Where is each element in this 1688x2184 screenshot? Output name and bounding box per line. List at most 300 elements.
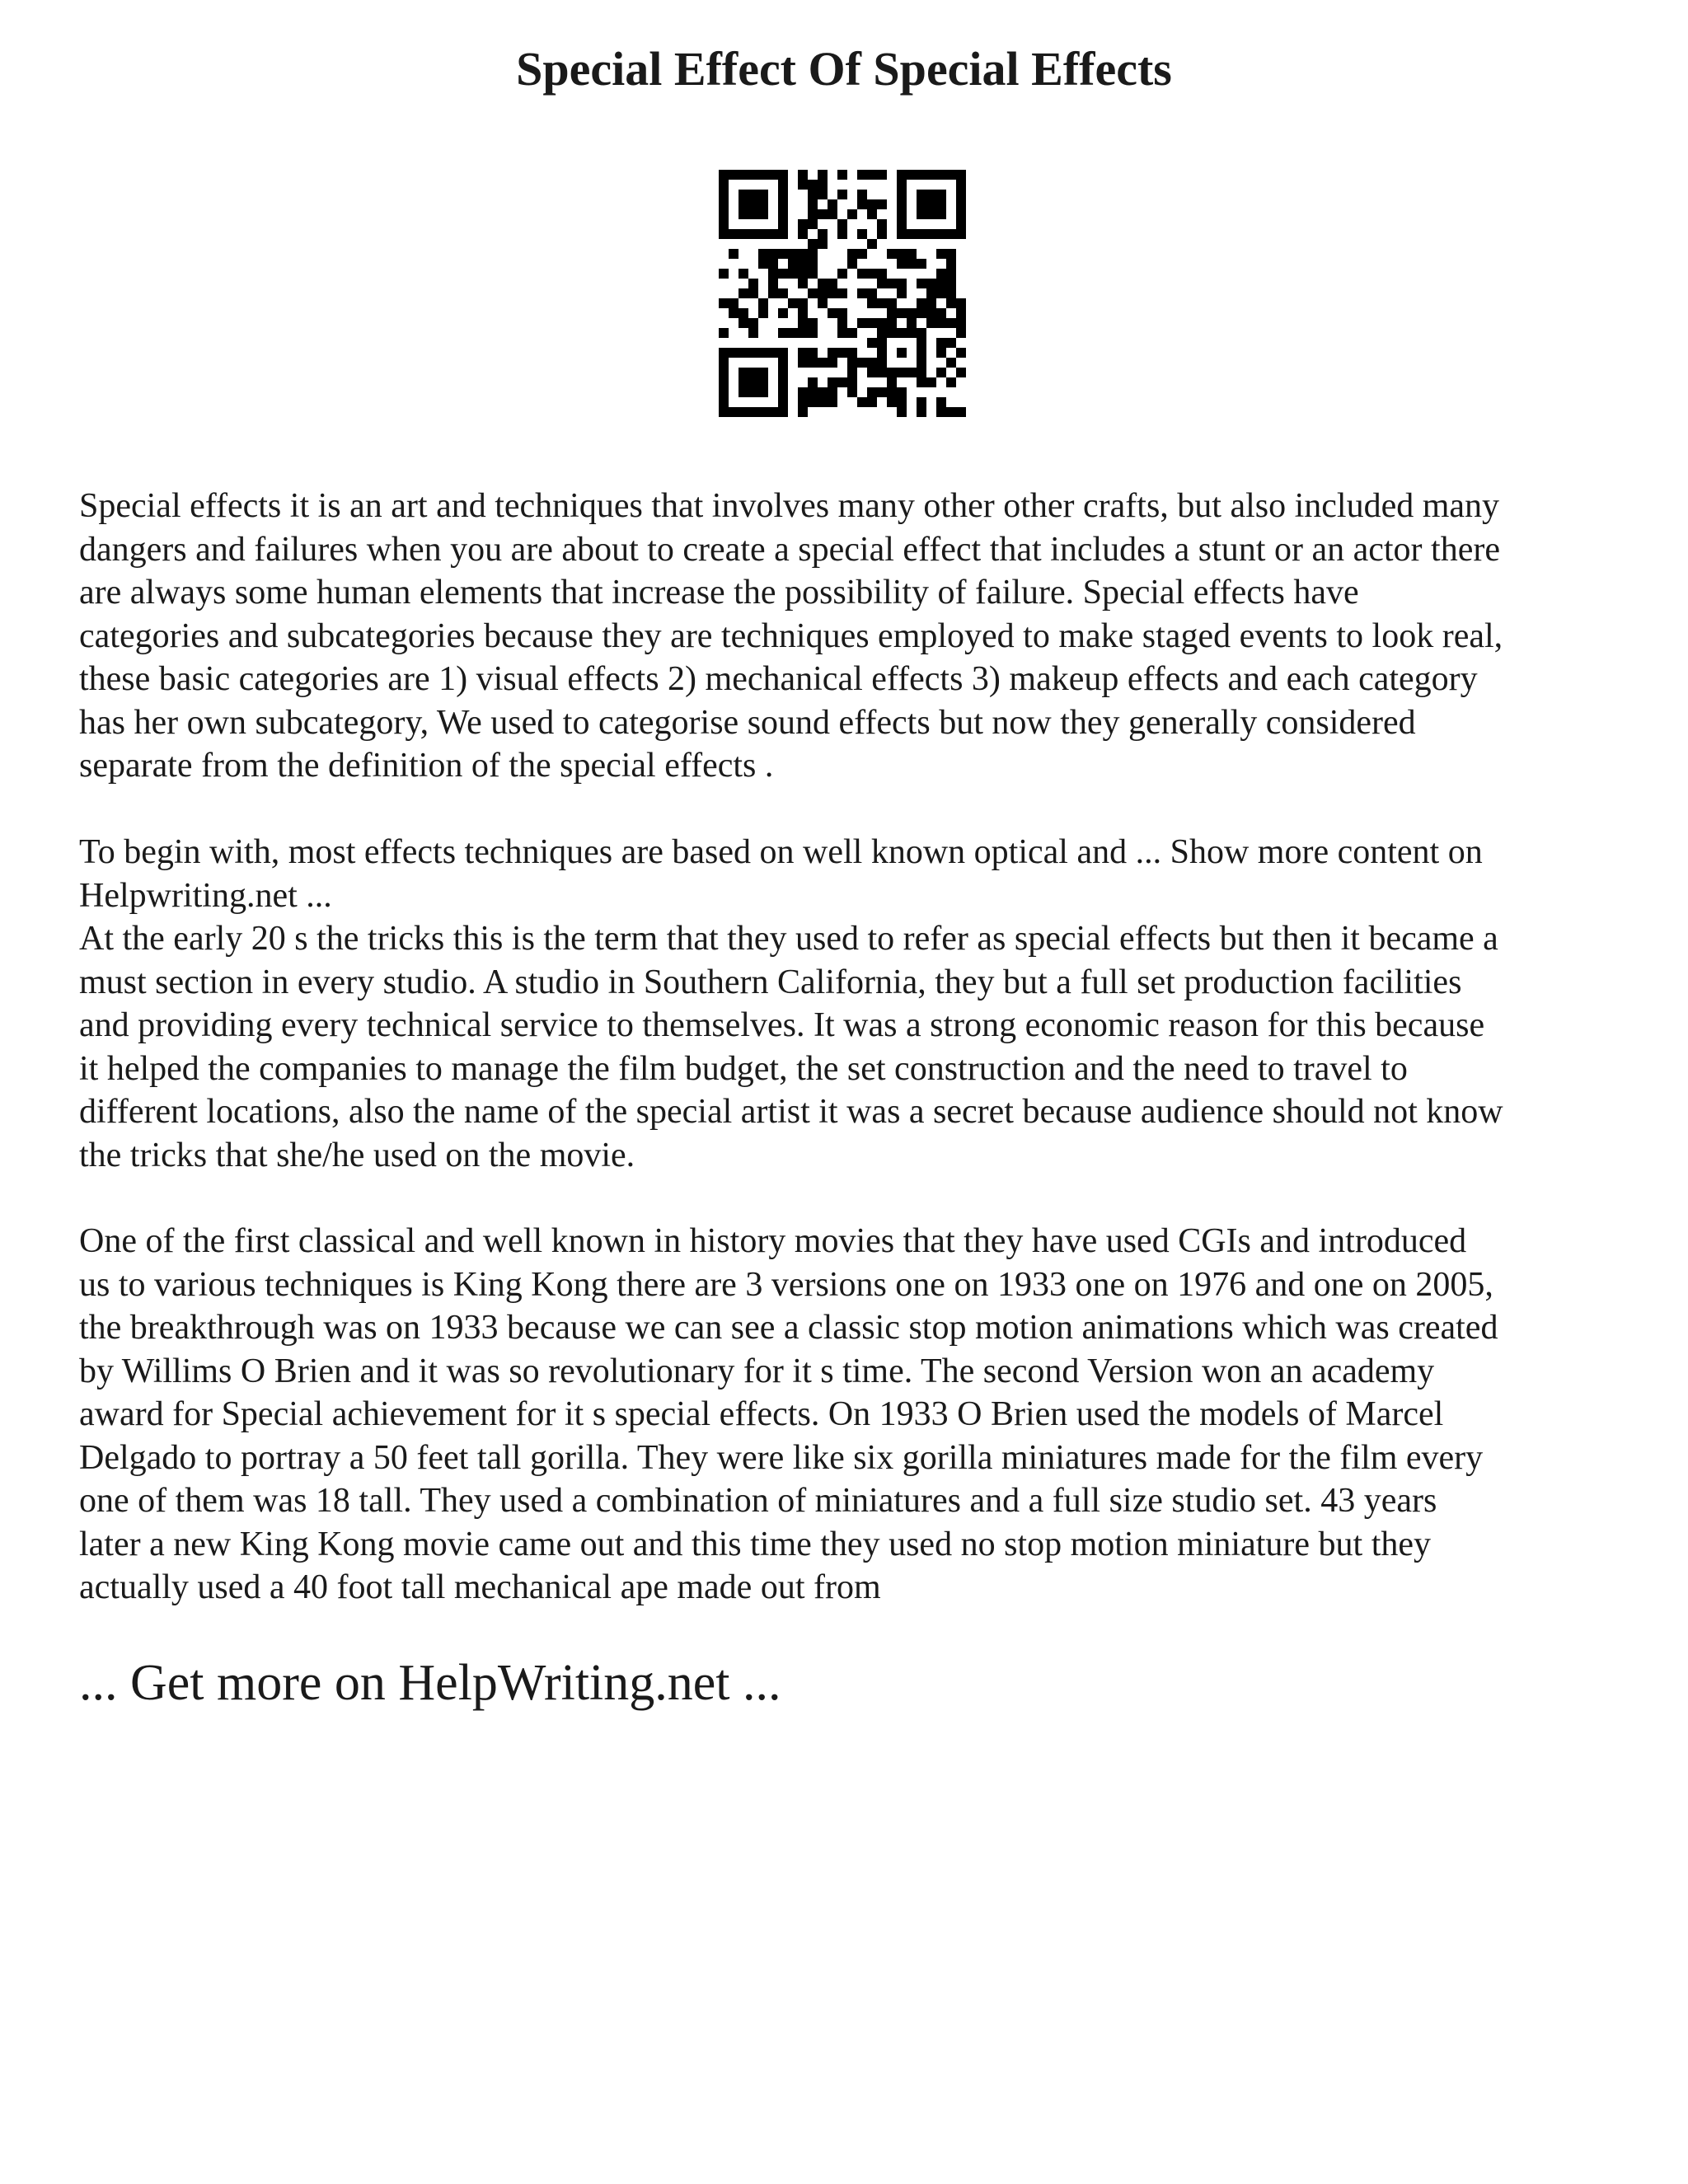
qr-module	[877, 387, 887, 397]
qr-module	[936, 288, 946, 298]
qr-module	[758, 377, 768, 387]
qr-module	[748, 407, 758, 417]
qr-module	[897, 229, 907, 239]
qr-module	[926, 308, 936, 318]
qr-module	[729, 308, 738, 318]
qr-module	[907, 328, 917, 338]
qr-module	[758, 229, 768, 239]
qr-module	[877, 348, 887, 358]
qr-module	[897, 288, 907, 298]
qr-module	[808, 318, 818, 328]
qr-module	[719, 368, 729, 377]
qr-module	[778, 199, 788, 209]
qr-module	[857, 229, 867, 239]
qr-module	[828, 377, 837, 387]
qr-module	[748, 348, 758, 358]
qr-module	[857, 397, 867, 407]
qr-module	[837, 190, 847, 199]
qr-module	[887, 377, 897, 387]
qr-module	[867, 368, 877, 377]
qr-module	[837, 219, 847, 229]
qr-module	[808, 219, 818, 229]
qr-module	[956, 219, 966, 229]
qr-module	[738, 288, 748, 298]
qr-module	[946, 249, 956, 259]
qr-module	[897, 199, 907, 209]
qr-module	[808, 180, 818, 190]
qr-module	[719, 170, 729, 180]
paragraph-history: To begin with, most effects techniques are based on well known optical and ... Show more content on Helpwriting.net ... At the early 20 s the tricks this is the term that they used to refer as special effects but then it became a must section in every studio. A studio in Southern California, they but a full set production facilities and providing every technical service to themselves. It was a strong economic reason for this because it helped the companies to manage the film budget, the set construction and the need to travel to different locations, also the name of the special artist it was a secret because audience should not know the tricks that she/he used on the movie.	[79, 833, 1503, 1174]
qr-module	[877, 199, 887, 209]
paragraph-intro: Special effects it is an art and techniques that involves many other other crafts, but also included many dangers and failures when you are about to create a special effect that includes a stunt or an actor there are always some human elements that increase the possibility of failure. Special effects have categories and subcategories because they are techniques employed to make staged events to look real, these basic categories are 1) visual effects 2) mechanical effects 3) makeup effects and each category has her own subcategory, We used to categorise sound effects but now they generally considered separate from the definition of the special effects .	[79, 487, 1503, 785]
qr-module	[738, 368, 748, 377]
qr-module	[788, 269, 798, 279]
qr-module	[897, 190, 907, 199]
qr-module	[738, 387, 748, 397]
qr-module	[719, 348, 729, 358]
qr-module	[837, 318, 847, 328]
qr-module	[917, 308, 926, 318]
qr-module	[847, 249, 857, 259]
qr-module	[897, 348, 907, 358]
qr-module	[897, 279, 907, 288]
qr-module	[828, 387, 837, 397]
qr-module	[719, 387, 729, 397]
qr-module	[798, 348, 808, 358]
qr-module	[719, 269, 729, 279]
qr-module	[808, 387, 818, 397]
qr-module	[778, 348, 788, 358]
qr-module	[719, 328, 729, 338]
qr-module	[897, 249, 907, 259]
qr-module	[778, 328, 788, 338]
qr-module	[926, 190, 936, 199]
qr-module	[956, 368, 966, 377]
qr-module	[926, 298, 936, 308]
qr-module	[946, 288, 956, 298]
qr-module	[758, 368, 768, 377]
qr-module	[877, 328, 887, 338]
qr-module	[748, 279, 758, 288]
qr-module	[877, 318, 887, 328]
qr-module	[867, 338, 877, 348]
qr-module	[818, 288, 828, 298]
qr-module	[758, 387, 768, 397]
qr-module	[748, 328, 758, 338]
qr-module	[857, 199, 867, 209]
qr-module	[897, 209, 907, 219]
qr-module	[917, 338, 926, 348]
qr-module	[778, 219, 788, 229]
qr-module	[926, 377, 936, 387]
qr-module	[877, 298, 887, 308]
qr-module	[857, 170, 867, 180]
qr-module	[778, 209, 788, 219]
qr-module	[867, 387, 877, 397]
qr-module	[837, 269, 847, 279]
qr-module	[956, 209, 966, 219]
qr-module	[808, 199, 818, 209]
qr-module	[808, 239, 818, 249]
qr-module	[956, 229, 966, 239]
qr-module	[808, 249, 818, 259]
qr-module	[946, 279, 956, 288]
qr-module	[917, 407, 926, 417]
qr-module	[857, 358, 867, 368]
qr-module	[917, 199, 926, 209]
qr-module	[818, 298, 828, 308]
qr-module	[926, 199, 936, 209]
qr-module	[887, 279, 897, 288]
qr-code-icon	[719, 170, 966, 417]
qr-module	[907, 308, 917, 318]
qr-module	[778, 229, 788, 239]
qr-module	[808, 209, 818, 219]
qr-module	[719, 407, 729, 417]
qr-module	[956, 199, 966, 209]
qr-module	[897, 407, 907, 417]
qr-module	[738, 407, 748, 417]
qr-module	[808, 190, 818, 199]
qr-module	[748, 377, 758, 387]
qr-module	[847, 328, 857, 338]
qr-module	[897, 219, 907, 229]
qr-module	[778, 190, 788, 199]
qr-module	[758, 298, 768, 308]
qr-module	[867, 199, 877, 209]
qr-module	[768, 229, 778, 239]
qr-module	[798, 358, 808, 368]
qr-module	[719, 199, 729, 209]
qr-module	[808, 397, 818, 407]
qr-module	[798, 229, 808, 239]
qr-module	[847, 387, 857, 397]
qr-module	[719, 397, 729, 407]
qr-module	[907, 249, 917, 259]
qr-module	[917, 209, 926, 219]
qr-module	[758, 407, 768, 417]
qr-module	[887, 318, 897, 328]
qr-module	[788, 298, 798, 308]
qr-module	[946, 229, 956, 239]
qr-module	[778, 387, 788, 397]
qr-module	[778, 358, 788, 368]
qr-module	[788, 259, 798, 269]
qr-module	[729, 249, 738, 259]
qr-module	[956, 298, 966, 308]
qr-module	[798, 318, 808, 328]
qr-module	[907, 368, 917, 377]
qr-module	[808, 288, 818, 298]
qr-module	[956, 190, 966, 199]
qr-module	[887, 397, 897, 407]
qr-module	[956, 180, 966, 190]
qr-module	[877, 229, 887, 239]
qr-module	[748, 288, 758, 298]
qr-module	[798, 249, 808, 259]
qr-module	[936, 318, 946, 328]
qr-module	[778, 180, 788, 190]
qr-module	[808, 348, 818, 358]
qr-module	[946, 269, 956, 279]
qr-module	[897, 170, 907, 180]
qr-module	[798, 407, 808, 417]
qr-module	[946, 377, 956, 387]
qr-module	[798, 397, 808, 407]
qr-module	[719, 219, 729, 229]
qr-module	[926, 279, 936, 288]
qr-module	[719, 209, 729, 219]
qr-module	[758, 348, 768, 358]
qr-module	[936, 338, 946, 348]
qr-module	[847, 209, 857, 219]
qr-module	[729, 170, 738, 180]
qr-module	[808, 328, 818, 338]
qr-module	[719, 358, 729, 368]
qr-module	[798, 308, 808, 318]
qr-module	[778, 288, 788, 298]
qr-module	[847, 259, 857, 269]
qr-module	[897, 308, 907, 318]
qr-module	[758, 199, 768, 209]
qr-module	[887, 328, 897, 338]
qr-module	[818, 229, 828, 239]
qr-module	[917, 377, 926, 387]
qr-module	[867, 239, 877, 249]
qr-module	[847, 377, 857, 387]
qr-module	[936, 348, 946, 358]
qr-module	[917, 397, 926, 407]
qr-module	[798, 180, 808, 190]
qr-module	[778, 308, 788, 318]
qr-module	[946, 338, 956, 348]
qr-module	[956, 328, 966, 338]
qr-module	[907, 229, 917, 239]
qr-module	[857, 249, 867, 259]
qr-module	[778, 407, 788, 417]
qr-module	[798, 279, 808, 288]
qr-module	[758, 170, 768, 180]
qr-module	[719, 180, 729, 190]
qr-module	[828, 288, 837, 298]
qr-module	[837, 328, 847, 338]
qr-module	[936, 397, 946, 407]
qr-module	[738, 229, 748, 239]
qr-module	[877, 269, 887, 279]
qr-module	[738, 348, 748, 358]
qr-module	[729, 229, 738, 239]
qr-module	[917, 348, 926, 358]
qr-module	[768, 249, 778, 259]
qr-module	[778, 170, 788, 180]
qr-module	[778, 269, 788, 279]
qr-module	[768, 348, 778, 358]
qr-module	[917, 259, 926, 269]
qr-module	[857, 318, 867, 328]
qr-module	[837, 229, 847, 239]
qr-module	[857, 190, 867, 199]
qr-module	[837, 170, 847, 180]
qr-module	[907, 170, 917, 180]
qr-module	[956, 407, 966, 417]
qr-module	[847, 368, 857, 377]
qr-module	[887, 249, 897, 259]
qr-module	[738, 170, 748, 180]
qr-module	[798, 298, 808, 308]
qr-module	[926, 209, 936, 219]
qr-module	[818, 397, 828, 407]
qr-module	[748, 199, 758, 209]
qr-module	[778, 377, 788, 387]
qr-module	[867, 209, 877, 219]
qr-module	[828, 348, 837, 358]
qr-module	[917, 279, 926, 288]
qr-module	[748, 190, 758, 199]
qr-module	[917, 170, 926, 180]
qr-module	[778, 397, 788, 407]
qr-module	[956, 348, 966, 358]
qr-module	[818, 170, 828, 180]
qr-module	[719, 298, 729, 308]
qr-module	[798, 170, 808, 180]
qr-module	[729, 298, 738, 308]
qr-module	[887, 387, 897, 397]
qr-module	[719, 229, 729, 239]
get-more-link[interactable]: ... Get more on HelpWriting.net ...	[79, 1655, 781, 1711]
paragraph-king-kong: One of the first classical and well known in history movies that they have used CGIs and introduced us to various techniques is King Kong there are 3 versions one on 1933 one on 1976 and one on 2005, the breakthrough was on 1933 because we can see a classic stop motion animations which was created by Willims O Brien and it was so revolutionary for it s time. The second Version won an academy award for Special achievement for it s special effects. On 1933 O Brien used the models of Marcel Delgado to portray a 50 feet tall gorilla. They were like six gorilla miniatures made for the film every one of them was 18 tall. They used a combination of miniatures and a full size studio set. 43 years later a new King Kong movie came out and this time they used no stop motion miniature but they actually used a 40 foot tall mechanical ape made out from	[79, 1222, 1498, 1606]
qr-module	[917, 328, 926, 338]
qr-module	[907, 318, 917, 328]
qr-module	[738, 209, 748, 219]
qr-module	[738, 308, 748, 318]
qr-module	[936, 368, 946, 377]
qr-module	[758, 209, 768, 219]
qr-module	[926, 229, 936, 239]
qr-module	[778, 249, 788, 259]
qr-module	[936, 249, 946, 259]
qr-module	[887, 298, 897, 308]
qr-module	[877, 279, 887, 288]
qr-module	[788, 249, 798, 259]
qr-module	[828, 209, 837, 219]
qr-module	[956, 308, 966, 318]
qr-module	[936, 279, 946, 288]
qr-module	[867, 318, 877, 328]
qr-module	[897, 397, 907, 407]
qr-module	[719, 377, 729, 387]
qr-module	[818, 209, 828, 219]
qr-module	[738, 190, 748, 199]
qr-module	[748, 387, 758, 397]
qr-module	[818, 279, 828, 288]
qr-module	[778, 368, 788, 377]
qr-code	[719, 170, 966, 417]
qr-module	[768, 170, 778, 180]
qr-module	[738, 269, 748, 279]
qr-module	[738, 318, 748, 328]
qr-module	[808, 377, 818, 387]
qr-module	[897, 328, 907, 338]
qr-module	[926, 288, 936, 298]
qr-module	[847, 358, 857, 368]
qr-module	[897, 259, 907, 269]
qr-module	[738, 199, 748, 209]
qr-module	[867, 288, 877, 298]
qr-module	[936, 190, 946, 199]
qr-module	[936, 170, 946, 180]
qr-module	[828, 199, 837, 209]
qr-module	[857, 288, 867, 298]
qr-module	[917, 368, 926, 377]
qr-module	[877, 338, 887, 348]
qr-module	[946, 358, 956, 368]
qr-module	[748, 318, 758, 328]
qr-module	[897, 368, 907, 377]
qr-module	[748, 368, 758, 377]
qr-module	[936, 209, 946, 219]
qr-module	[818, 180, 828, 190]
qr-module	[808, 259, 818, 269]
qr-module	[946, 318, 956, 328]
qr-module	[837, 348, 847, 358]
qr-module	[946, 259, 956, 269]
qr-module	[887, 308, 897, 318]
qr-module	[917, 229, 926, 239]
qr-module	[867, 269, 877, 279]
qr-module	[768, 259, 778, 269]
qr-module	[768, 407, 778, 417]
qr-module	[808, 269, 818, 279]
qr-module	[818, 190, 828, 199]
qr-module	[877, 170, 887, 180]
qr-module	[828, 358, 837, 368]
qr-module	[758, 190, 768, 199]
qr-module	[798, 259, 808, 269]
document-title: Special Effect Of Special Effects	[516, 42, 1172, 96]
qr-module	[877, 368, 887, 377]
qr-module	[748, 229, 758, 239]
qr-module	[818, 358, 828, 368]
qr-module	[798, 219, 808, 229]
qr-module	[946, 170, 956, 180]
qr-module	[768, 269, 778, 279]
qr-module	[917, 190, 926, 199]
qr-module	[946, 407, 956, 417]
qr-module	[837, 308, 847, 318]
qr-module	[808, 358, 818, 368]
qr-module	[917, 298, 926, 308]
qr-module	[867, 170, 877, 180]
qr-module	[738, 377, 748, 387]
qr-module	[768, 288, 778, 298]
qr-module	[729, 348, 738, 358]
qr-module	[917, 358, 926, 368]
qr-module	[877, 219, 887, 229]
qr-module	[828, 308, 837, 318]
qr-module	[936, 199, 946, 209]
qr-module	[758, 308, 768, 318]
qr-module	[887, 368, 897, 377]
qr-module	[837, 288, 847, 298]
qr-module	[867, 397, 877, 407]
qr-module	[768, 279, 778, 288]
qr-module	[818, 239, 828, 249]
qr-module	[857, 269, 867, 279]
qr-module	[837, 377, 847, 387]
qr-module	[936, 308, 946, 318]
qr-module	[748, 170, 758, 180]
qr-module	[877, 358, 887, 368]
